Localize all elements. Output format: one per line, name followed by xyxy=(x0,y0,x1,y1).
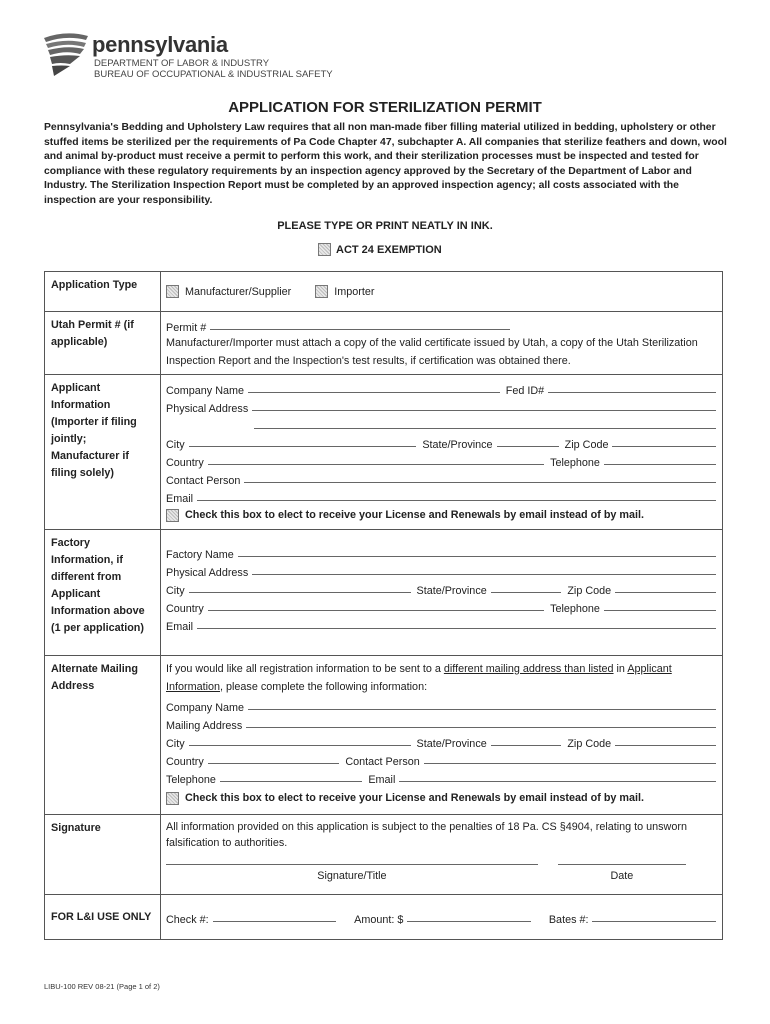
amount-field[interactable] xyxy=(407,921,531,922)
state-field[interactable] xyxy=(497,446,559,447)
office-use-label: FOR L&I USE ONLY xyxy=(45,895,161,940)
utah-note: Manufacturer/Importer must attach a copy of the valid certificate issued by Utah, a copy of the Utah Sterilization Inspection Report and the Inspection's test results, if certification was obtained there. xyxy=(166,337,698,367)
application-type-label: Application Type xyxy=(45,272,161,312)
contact-person-label: Contact Person xyxy=(166,475,241,487)
factory-name-field[interactable] xyxy=(238,556,716,557)
alt-company-field[interactable] xyxy=(248,709,716,710)
pennsylvania-keystone-logo-icon xyxy=(40,30,92,80)
applicant-information-content xyxy=(161,375,723,530)
alt-intro-b: in xyxy=(616,663,625,675)
manufacturer-checkbox[interactable] xyxy=(166,285,179,298)
row-utah-permit xyxy=(45,312,723,375)
telephone-field[interactable] xyxy=(604,464,716,465)
state-label: State/Province xyxy=(422,439,493,451)
manufacturer-label: Manufacturer/Supplier xyxy=(185,285,292,298)
factory-telephone-field[interactable] xyxy=(604,610,716,611)
permit-number-label: Permit # xyxy=(166,322,207,334)
company-name-label: Company Name xyxy=(166,385,245,397)
signature-title-field[interactable] xyxy=(166,864,538,865)
factory-address-label: Physical Address xyxy=(166,567,249,579)
amount-label: Amount: $ xyxy=(354,914,404,926)
application-form xyxy=(44,271,723,940)
department-name xyxy=(94,58,333,80)
signature-statement: All information provided on this application is subject to the penalties of 18 Pa. CS §4904, relating to unsworn falsification to authorities. xyxy=(166,821,687,849)
alt-telephone-field[interactable] xyxy=(220,781,363,782)
bates-number-label: Bates #: xyxy=(548,914,589,926)
telephone-label: Telephone xyxy=(550,457,600,469)
city-field[interactable] xyxy=(189,446,417,447)
office-use-content xyxy=(161,895,723,940)
alt-contact-label: Contact Person xyxy=(345,756,420,768)
signature-content xyxy=(161,815,723,895)
applicant-email-checkbox-label: Check this box to elect to receive your License and Renewals by email instead of by mail. xyxy=(185,509,645,521)
alt-intro-c: , please complete the following information: xyxy=(220,681,428,693)
act24-exemption-checkbox[interactable] xyxy=(318,243,331,256)
alt-mailing-label: Mailing Address xyxy=(166,720,243,732)
header xyxy=(40,30,440,82)
signature-title-caption: Signature/Title xyxy=(317,870,387,882)
alt-zip-field[interactable] xyxy=(615,745,716,746)
row-applicant-information xyxy=(45,375,723,530)
bates-number-field[interactable] xyxy=(592,921,716,922)
alt-email-checkbox-label: Check this box to elect to receive your License and Renewals by email instead of by mail. xyxy=(185,792,645,804)
alt-mailing-field[interactable] xyxy=(246,727,716,728)
city-label: City xyxy=(166,439,185,451)
alternate-mailing-content xyxy=(161,656,723,815)
signature-lines xyxy=(166,864,722,882)
factory-city-field[interactable] xyxy=(189,592,411,593)
alt-intro-a: If you would like all registration information to be sent to a xyxy=(166,663,441,675)
applicant-email-checkbox[interactable] xyxy=(166,509,179,522)
application-type-options xyxy=(161,272,723,312)
act24-exemption-label: ACT 24 EXEMPTION xyxy=(336,243,442,256)
factory-country-label: Country xyxy=(166,603,204,615)
company-name-field[interactable] xyxy=(248,392,500,393)
alt-contact-field[interactable] xyxy=(424,763,716,764)
alt-company-label: Company Name xyxy=(166,702,245,714)
print-instruction: PLEASE TYPE OR PRINT NEATLY IN INK. xyxy=(277,220,493,232)
alt-email-checkbox[interactable] xyxy=(166,792,179,805)
factory-zip-field[interactable] xyxy=(615,592,716,593)
alternate-mailing-label: Alternate Mailing Address xyxy=(45,656,161,815)
factory-name-label: Factory Name xyxy=(166,549,234,561)
act24-exemption xyxy=(318,243,442,256)
factory-state-label: State/Province xyxy=(416,585,487,597)
country-label: Country xyxy=(166,457,204,469)
page-title: APPLICATION FOR STERILIZATION PERMIT xyxy=(228,99,542,116)
factory-state-field[interactable] xyxy=(491,592,562,593)
alt-email-label: Email xyxy=(368,774,396,786)
factory-information-content xyxy=(161,530,723,656)
contact-person-field[interactable] xyxy=(244,482,716,483)
alt-city-label: City xyxy=(166,738,185,750)
factory-email-field[interactable] xyxy=(197,628,716,629)
alt-state-label: State/Province xyxy=(416,738,487,750)
factory-zip-label: Zip Code xyxy=(567,585,612,597)
email-label: Email xyxy=(166,493,193,505)
physical-address-field-2[interactable] xyxy=(254,428,716,429)
intro-paragraph: Pennsylvania's Bedding and Upholstery Law requires that all non man-made fiber filling material utilized in bedding, upholstery or other stuffed items be sterilized per the requirements of Pa Code Chapter 47, subchapter A. All companies that sterilize feathers and down, wool and animal by-product must receive a permit to perform this work, and their sterilization processes must be inspected and tested for compliance with these regulatory requirements by an inspection agency approved by the Secretary of the Department of Labor and Industry. The Sterilization Inspection Report must be completed by an approved inspection agency; all costs associated with the inspection are your responsibility. xyxy=(44,122,727,206)
alt-telephone-label: Telephone xyxy=(166,774,216,786)
date-field[interactable] xyxy=(558,864,686,865)
signature-block xyxy=(166,864,538,882)
brand-name: pennsylvania xyxy=(92,32,228,57)
utah-permit-content xyxy=(161,312,723,375)
physical-address-field[interactable] xyxy=(252,410,716,411)
factory-city-label: City xyxy=(166,585,185,597)
bureau-line: BUREAU OF OCCUPATIONAL & INDUSTRIAL SAFETY xyxy=(94,69,333,80)
row-alternate-mailing-address xyxy=(45,656,723,815)
alt-state-field[interactable] xyxy=(491,745,562,746)
zip-label: Zip Code xyxy=(564,439,609,451)
factory-telephone-label: Telephone xyxy=(550,603,600,615)
factory-email-label: Email xyxy=(166,621,193,633)
date-caption: Date xyxy=(610,870,634,882)
fed-id-field[interactable] xyxy=(548,392,716,393)
form-footer: LIBU-100 REV 08-21 (Page 1 of 2) xyxy=(44,982,160,991)
country-field[interactable] xyxy=(208,464,544,465)
alt-email-field[interactable] xyxy=(399,781,716,782)
row-application-type xyxy=(45,272,723,312)
check-number-label: Check #: xyxy=(166,914,209,926)
department-line: DEPARTMENT OF LABOR & INDUSTRY xyxy=(94,58,270,69)
importer-checkbox[interactable] xyxy=(315,285,328,298)
zip-field[interactable] xyxy=(612,446,716,447)
date-block xyxy=(558,864,686,882)
applicant-information-label: Applicant Information (Importer if filing jointly; Manufacturer if filing solely) xyxy=(45,375,161,530)
factory-information-label: Factory Information, if different from Applicant Information above (1 per application) xyxy=(45,530,161,656)
factory-address-field[interactable] xyxy=(252,574,716,575)
factory-country-field[interactable] xyxy=(208,610,544,611)
signature-label: Signature xyxy=(45,815,161,895)
importer-label: Importer xyxy=(334,285,375,298)
physical-address-label: Physical Address xyxy=(166,403,249,415)
alt-country-label: Country xyxy=(166,756,204,768)
email-field[interactable] xyxy=(197,500,716,501)
alternate-intro xyxy=(166,660,722,696)
alt-zip-label: Zip Code xyxy=(567,738,612,750)
row-office-use xyxy=(45,895,723,940)
alt-intro-underline-2: Applicant Information xyxy=(166,663,672,693)
permit-number-field[interactable] xyxy=(210,329,510,330)
utah-permit-label: Utah Permit # (if applicable) xyxy=(45,312,161,375)
alt-country-field[interactable] xyxy=(208,763,340,764)
row-signature xyxy=(45,815,723,895)
row-factory-information xyxy=(45,530,723,656)
alt-city-field[interactable] xyxy=(189,745,411,746)
fed-id-label: Fed ID# xyxy=(505,385,545,397)
check-number-field[interactable] xyxy=(213,921,337,922)
alt-intro-underline-1: different mailing address than listed xyxy=(443,663,614,675)
